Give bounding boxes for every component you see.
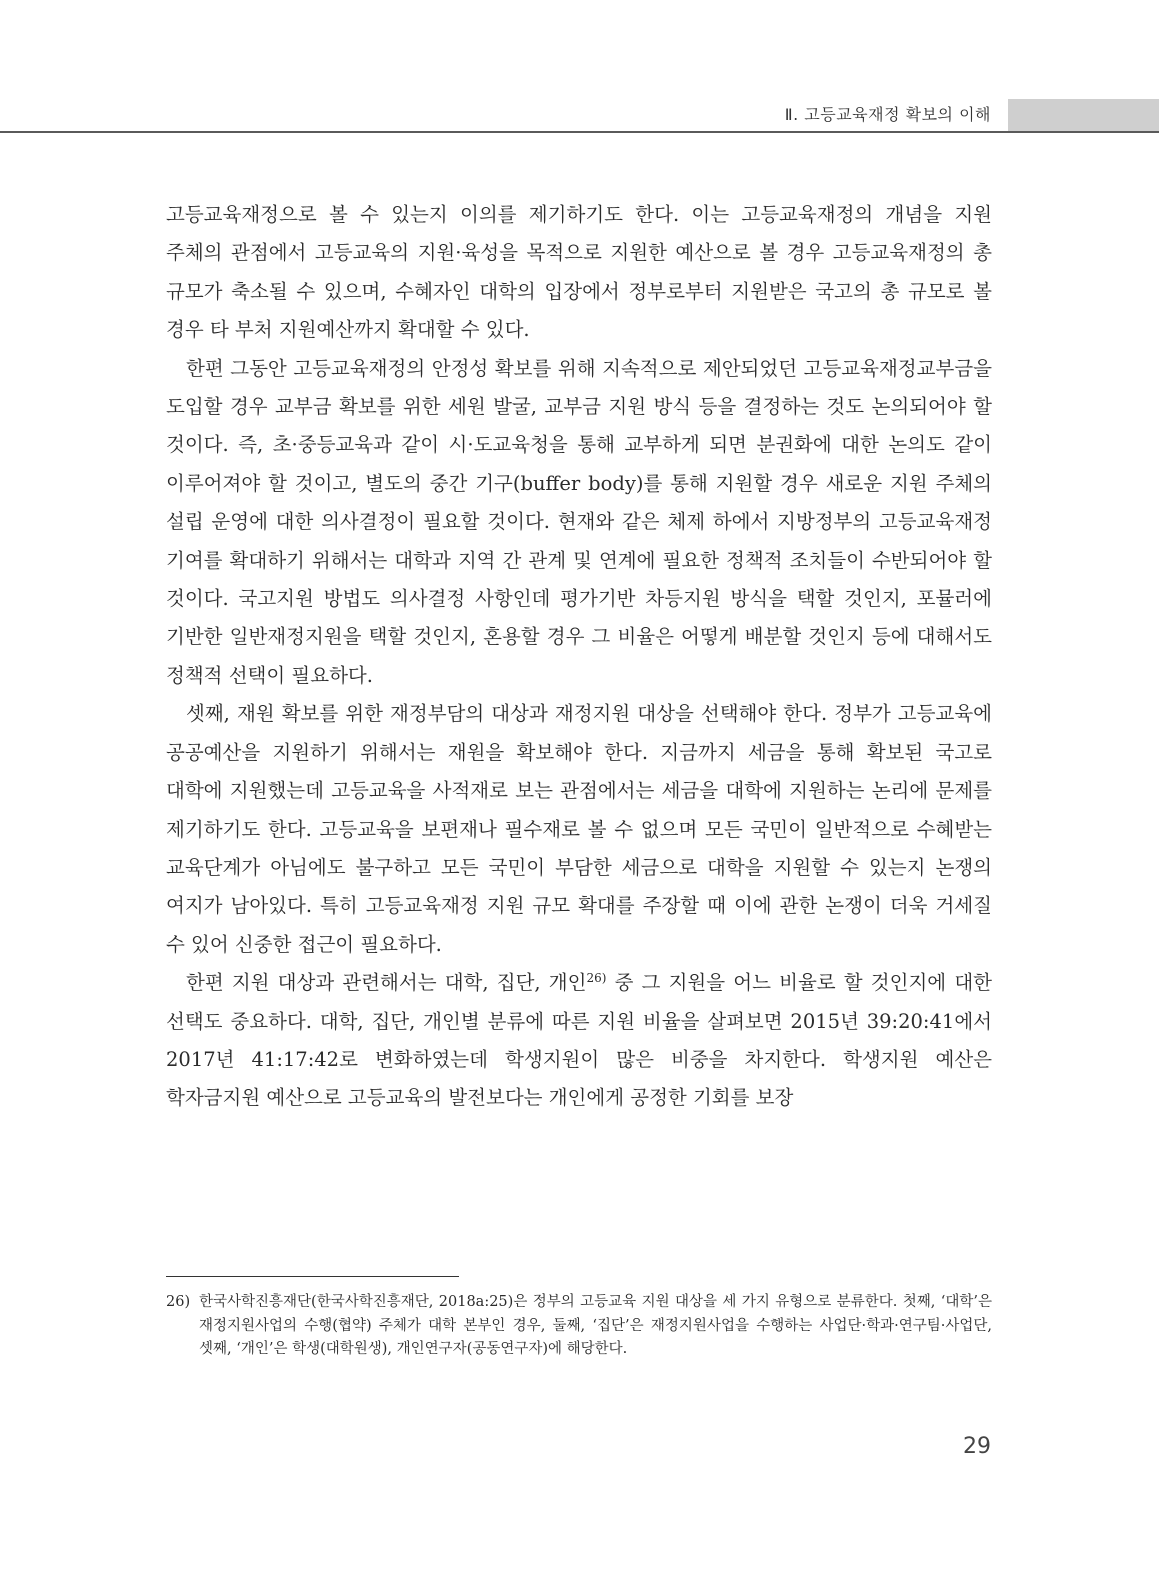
paragraph-3: 셋째, 재원 확보를 위한 재정부담의 대상과 재정지원 대상을 선택해야 한다. 정부가 고등교육에 공공예산을 지원하기 위해서는 재원을 확보해야 한다. 지금까지 세금을 통해 확보된 국고로 대학에 지원했는데 고등교육을 사적재로 보는 관점에서는 세금을 대학에 지원하는 논리에 문제를 제기하기도 한다. 고등교육을 보편재나 필수재로 볼 수 없으며 모든 국민이 일반적으로 수혜받는 교육단계가 아님에도 불구하고 모든 국민이 부담한 세금으로 대학을 지원할 수 있는지 논쟁의 여지가 남아있다. 특히 고등교육재정 지원 규모 확대를 주장할 때 이에 관한 논쟁이 더욱 거세질 수 있어 신중한 접근이 필요하다. xyxy=(166,702,992,956)
footnote-separator xyxy=(166,1276,459,1277)
paragraph-4-part-1: 한편 지원 대상과 관련해서는 대학, 집단, 개인 xyxy=(186,971,587,995)
paragraph-2: 한편 그동안 고등교육재정의 안정성 확보를 위해 지속적으로 제안되었던 고등교육재정교부금을 도입할 경우 교부금 확보를 위한 세원 발굴, 교부금 지원 방식 등을 결정하는 것도 논의되어야 할 것이다. 즉, 초·중등교육과 같이 시·도교육청을 통해 교부하게 되면 분권화에 대한 논의도 같이 이루어져야 할 것이고, 별도의 중간 기구(buffer body)를 통해 지원할 경우 새로운 지원 주체의 설립 운영에 대한 의사결정이 필요할 것이다. 현재와 같은 체제 하에서 지방정부의 고등교육재정 기여를 확대하기 위해서는 대학과 지역 간 관계 및 연계에 필요한 정책적 조치들이 수반되어야 할 것이다. 국고지원 방법도 의사결정 사항인데 평가기반 차등지원 방식을 택할 것인지, 포뮬러에 기반한 일반재정지원을 택할 것인지, 혼용할 경우 그 비율은 어떻게 배분할 것인지 등에 대해서도 정책적 선택이 필요하다. xyxy=(166,356,992,687)
footnote-number: 26) xyxy=(166,1294,191,1310)
header-rule xyxy=(0,131,1159,133)
paragraph-1: 고등교육재정으로 볼 수 있는지 이의를 제기하기도 한다. 이는 고등교육재정의 개념을 지원 주체의 관점에서 고등교육의 지원·육성을 목적으로 지원한 예산으로 볼 경우 고등교육재정의 총 규모가 축소될 수 있으며, 수혜자인 대학의 입장에서 정부로부터 지원받은 국고의 총 규모로 볼 경우 타 부처 지원예산까지 확대할 수 있다. xyxy=(166,203,992,342)
main-body-text xyxy=(166,196,992,1118)
paragraph-4-part-2: 중 그 지원을 어느 비율로 할 것인지에 대한 선택도 중요하다. 대학, 집단, 개인별 분류에 따른 지원 비율을 살펴보면 2015년 39:20:41에서 2017년 41:17:42로 변화하였는데 학생지원이 많은 비중을 차지한다. 학생지원 예산은 학자금지원 예산으로 고등교육의 발전보다는 개인에게 공정한 기회를 보장 xyxy=(166,971,992,1110)
footnote-text: 한국사학진흥재단(한국사학진흥재단, 2018a:25)은 정부의 고등교육 지원 대상을 세 가지 유형으로 분류한다. 첫째, ‘대학’은 재정지원사업의 수행(협약) 주체가 대학 본부인 경우, 둘째, ‘집단’은 재정지원사업을 수행하는 사업단·학과·연구팀·사업단, 셋째, ‘개인’은 학생(대학원생), 개인연구자(공동연구자)에 해당한다. xyxy=(199,1294,992,1357)
footnote-26 xyxy=(166,1291,992,1362)
footnote-reference[interactable]: 26) xyxy=(586,971,607,986)
paragraph-4 xyxy=(166,964,992,1118)
running-header-title: Ⅱ. 고등교육재정 확보의 이해 xyxy=(784,105,991,124)
page-number: 29 xyxy=(963,1434,991,1459)
header-tab-block xyxy=(1008,99,1159,132)
